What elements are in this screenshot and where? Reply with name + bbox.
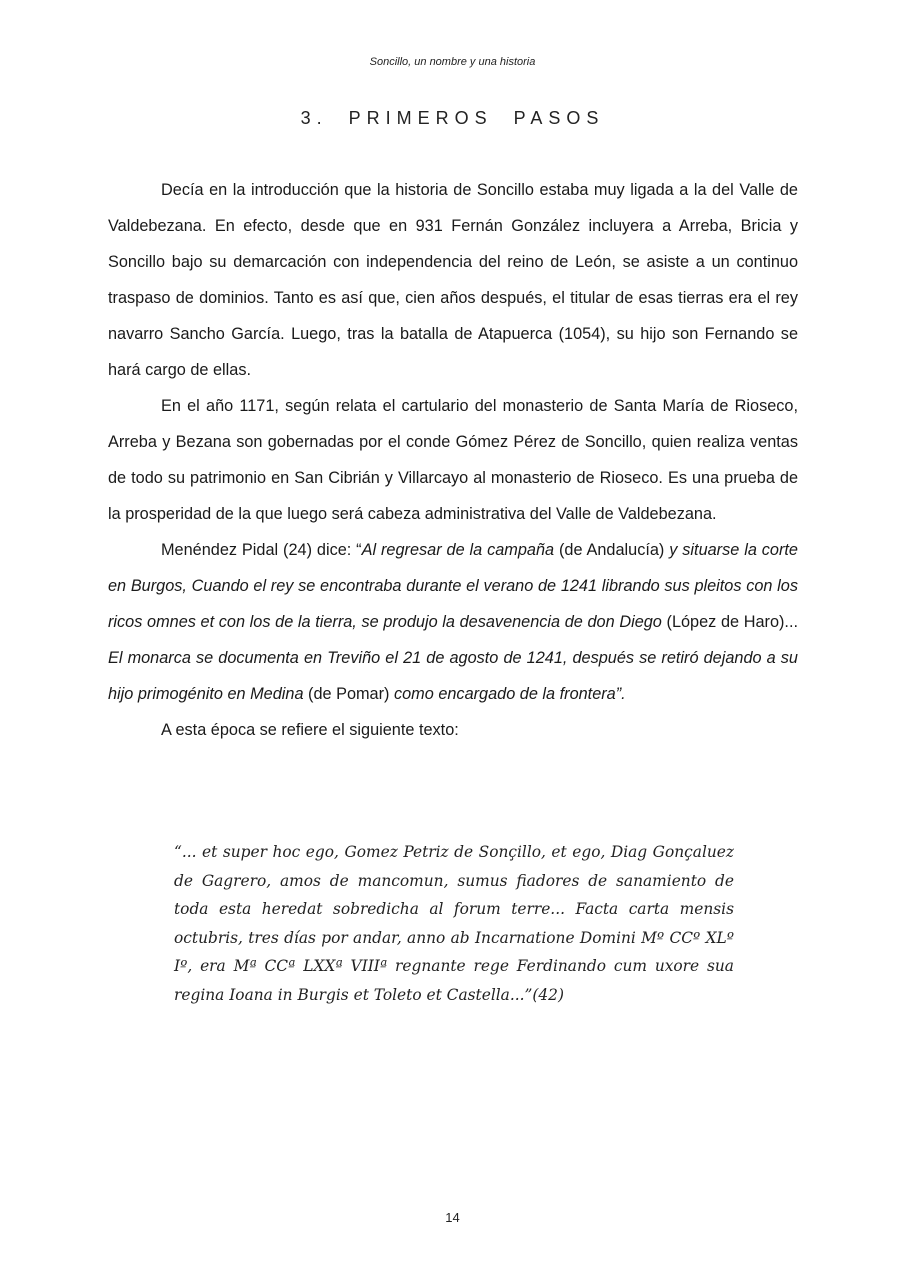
paragraph-3-segment: (López de Haro)... [661,613,798,631]
paragraph-3 [108,532,798,712]
paragraph-3-italic-segment: El monarca se documenta en Treviño el 21 de agosto de 1241, después se retiró dejando a su hijo primogénito en Medina [108,649,798,703]
paragraph-3-segment: Menéndez Pidal (24) dice: “ [161,541,362,559]
paragraph-3-segment: (de Andalucía) [554,541,670,559]
chapter-title [0,108,905,129]
body-text [108,172,798,748]
chapter-number: 3. [300,108,328,128]
paragraph-3-italic-segment: y situarse la corte en Burgos, Cuando el rey se encontraba durante el verano de 1241 librando sus pleitos con los ricos omnes et con los de la tierra, se produjo la desavenencia de don Diego [108,541,798,631]
paragraph-3-segment: (de Pomar) [303,685,394,703]
chapter-title-word-2: PASOS [513,108,605,128]
page-number: 14 [445,1210,460,1225]
paragraph-3-italic-segment: Al regresar de la campaña [361,541,555,559]
paragraph-2: En el año 1171, según relata el cartulario del monasterio de Santa María de Rioseco, Arreba y Bezana son gobernadas por el conde Gómez Pérez de Soncillo, quien realiza ventas de todo su patrimonio en San Cibrián y Villarcayo al monasterio de Rioseco. Es una prueba de la prosperidad de la que luego será cabeza administrativa del Valle de Valdebezana. [108,397,798,523]
running-header: Soncillo, un nombre y una historia [369,56,536,68]
paragraph-4: A esta época se refiere el siguiente texto: [161,721,459,739]
paragraph-3-italic-segment: como encargado de la frontera”. [393,685,626,703]
chapter-title-word-1: PRIMEROS [348,108,493,128]
paragraph-1: Decía en la introducción que la historia de Soncillo estaba muy ligada a la del Valle de Valdebezana. En efecto, desde que en 931 Fernán González incluyera a Arreba, Bricia y Soncillo bajo su demarcación con independencia del reino de León, se asiste a un continuo traspaso de dominios. Tanto es así que, cien años después, el titular de esas tierras era el rey navarro Sancho García. Luego, tras la batalla de Atapuerca (1054), su hijo son Fernando se hará cargo de ellas. [108,181,798,379]
block-quote: “... et super hoc ego, Gomez Petriz de Sonçillo, et ego, Diag Gonçaluez de Gagrero, amos de mancomun, sumus fiadores de sanamiento de toda esta heredat sobredicha al forum terre... Facta carta mensis octubris, tres días por andar, anno ab Incarnatione Domini Mº CCº XLº Iº, era Mª CCª LXXª VIIIª regnante rege Ferdinando cum uxore sua regina Ioana in Burgis et Toleto et Castella...”(42) [174,843,734,1004]
